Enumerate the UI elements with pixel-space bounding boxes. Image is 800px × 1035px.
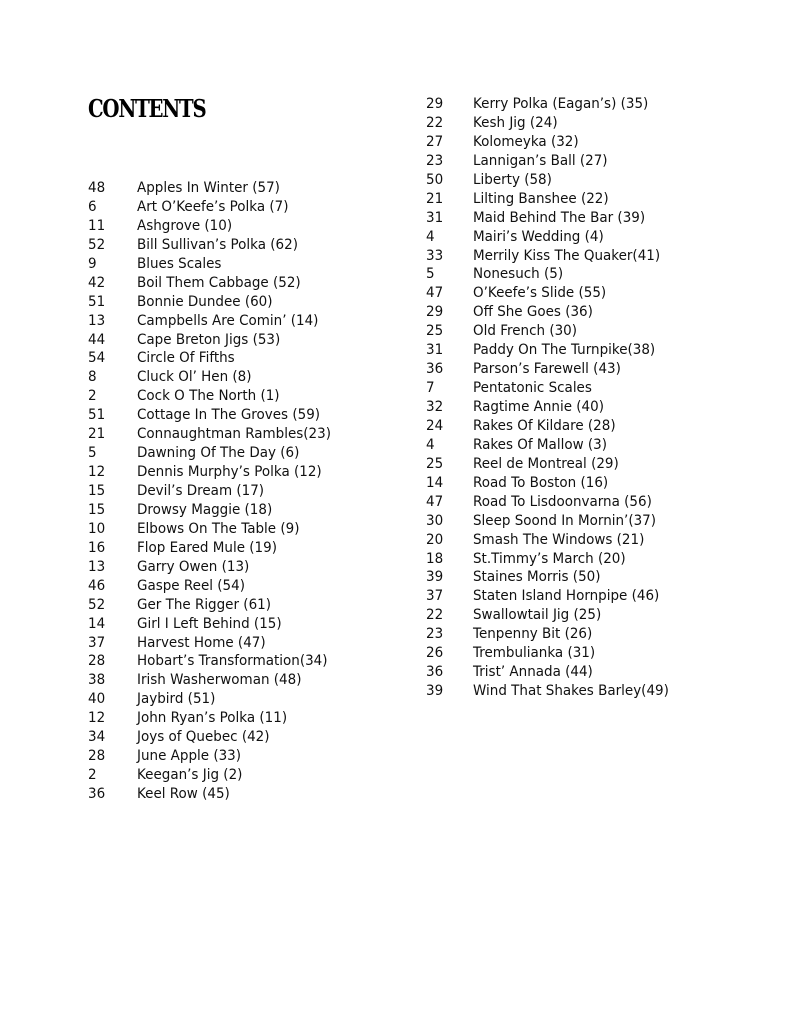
entry-page-number: 23 <box>426 626 444 643</box>
entry-title: Road To Lisdoonvarna (56) <box>473 493 652 510</box>
entry-page-number: 29 <box>426 96 444 112</box>
entry-page-number: 21 <box>426 190 444 207</box>
entry-page-number: 37 <box>426 588 444 605</box>
entry-title: Merrily Kiss The Quaker(41) <box>473 247 661 264</box>
entry-title: Ashgrove (10) <box>137 217 233 234</box>
entry-page-number: 22 <box>426 607 444 624</box>
entry-title: Sleep Soond In Mornin’(37) <box>473 512 657 529</box>
entry-title: Wind That Shakes Barley(49) <box>473 683 669 700</box>
entry-page-number: 22 <box>426 114 444 131</box>
entry-title: Nonesuch (5) <box>473 266 564 283</box>
entry-title: Liberty (58) <box>473 171 552 188</box>
entry-title: Paddy On The Turnpike(38) <box>473 342 656 359</box>
entry-page-number: 6 <box>88 198 97 215</box>
entry-page-number: 18 <box>426 550 444 567</box>
entry-page-number: 12 <box>88 710 106 727</box>
entry-page-number: 13 <box>88 312 106 329</box>
entry-page-number: 21 <box>88 426 106 443</box>
entry-page-number: 15 <box>88 483 106 499</box>
entry-page-number: 10 <box>88 520 106 537</box>
entry-title: Cock O The North (1) <box>137 388 280 405</box>
entry-title: Road To Boston (16) <box>473 474 609 491</box>
entry-page-number: 34 <box>88 729 106 746</box>
entry-title: Kerry Polka (Eagan’s) (35) <box>473 96 649 112</box>
entry-title: Staines Morris (50) <box>473 569 601 586</box>
entry-title: Lannigan’s Ball (27) <box>473 152 608 169</box>
entry-title: Joys of Quebec (42) <box>137 729 270 746</box>
entry-title: Irish Washerwoman (48) <box>137 672 302 689</box>
entry-page-number: 31 <box>426 342 444 359</box>
entry-page-number: 4 <box>426 228 435 245</box>
entry-title: Maid Behind The Bar (39) <box>473 209 646 226</box>
entry-page-number: 9 <box>88 255 97 272</box>
entry-page-number: 31 <box>426 209 444 226</box>
entry-page-number: 36 <box>426 361 444 378</box>
entry-title: Cottage In The Groves (59) <box>137 407 321 424</box>
entry-page-number: 47 <box>426 285 444 302</box>
entry-title: Connaughtman Rambles(23) <box>137 426 331 443</box>
entry-title: Smash The Windows (21) <box>473 531 645 548</box>
entry-page-number: 36 <box>88 786 106 802</box>
entry-page-number: 30 <box>426 512 444 529</box>
entry-title: Reel de Montreal (29) <box>473 455 619 472</box>
entry-page-number: 15 <box>88 501 106 518</box>
entry-title: Bill Sullivan’s Polka (62) <box>137 236 298 253</box>
entry-title: Ger The Rigger (61) <box>137 596 271 613</box>
entry-title: Art O’Keefe’s Polka (7) <box>137 198 289 215</box>
entry-page-number: 40 <box>88 691 106 708</box>
entry-page-number: 36 <box>426 664 444 681</box>
entry-page-number: 16 <box>88 539 106 556</box>
entry-page-number: 27 <box>426 133 444 150</box>
entry-page-number: 52 <box>88 236 106 253</box>
entry-page-number: 13 <box>88 558 106 575</box>
entry-title: O’Keefe’s Slide (55) <box>473 285 607 302</box>
entry-title: Gaspe Reel (54) <box>137 577 245 594</box>
entry-title: Parson’s Farewell (43) <box>473 361 621 378</box>
entry-page-number: 23 <box>426 152 444 169</box>
entry-page-number: 4 <box>426 436 435 453</box>
entry-page-number: 48 <box>88 180 106 196</box>
entry-title: Ragtime Annie (40) <box>473 399 604 415</box>
entry-page-number: 29 <box>426 304 444 321</box>
entry-title: Old French (30) <box>473 323 578 340</box>
entry-page-number: 24 <box>426 417 444 434</box>
entry-page-number: 2 <box>88 388 97 405</box>
entry-page-number: 14 <box>426 474 444 491</box>
entry-title: Cape Breton Jigs (53) <box>137 331 281 348</box>
entry-page-number: 8 <box>88 369 97 386</box>
entry-page-number: 52 <box>88 596 106 613</box>
entry-title: Devil’s Dream (17) <box>137 483 265 499</box>
entry-title: Harvest Home (47) <box>137 634 266 651</box>
entry-page-number: 33 <box>426 247 444 264</box>
entry-title: Circle Of Fifths <box>137 350 235 367</box>
entry-page-number: 5 <box>426 266 435 283</box>
entry-title: Dennis Murphy’s Polka (12) <box>137 464 322 481</box>
page-title: CONTENTS <box>88 94 206 123</box>
entry-page-number: 20 <box>426 531 444 548</box>
entry-page-number: 51 <box>88 407 106 424</box>
entry-title: John Ryan’s Polka (11) <box>137 710 288 727</box>
entry-title: Keegan’s Jig (2) <box>137 767 243 784</box>
entry-page-number: 44 <box>88 331 106 348</box>
entry-page-number: 28 <box>88 748 106 765</box>
entry-title: St.Timmy’s March (20) <box>473 550 626 567</box>
entry-page-number: 11 <box>88 217 106 234</box>
entry-title: Pentatonic Scales <box>473 380 592 397</box>
entry-title: June Apple (33) <box>137 748 242 765</box>
entry-page-number: 2 <box>88 767 97 784</box>
entry-title: Garry Owen (13) <box>137 558 250 575</box>
entry-title: Dawning Of The Day (6) <box>137 445 300 462</box>
entry-title: Cluck Ol’ Hen (8) <box>137 369 252 386</box>
entry-page-number: 39 <box>426 569 444 586</box>
entry-page-number: 54 <box>88 350 106 367</box>
entry-page-number: 25 <box>426 323 444 340</box>
entry-page-number: 39 <box>426 683 444 700</box>
entry-title: Drowsy Maggie (18) <box>137 501 273 518</box>
entry-title: Bonnie Dundee (60) <box>137 293 273 310</box>
entry-page-number: 42 <box>88 274 106 291</box>
entry-page-number: 28 <box>88 653 106 670</box>
entry-title: Rakes Of Kildare (28) <box>473 417 616 434</box>
entry-page-number: 46 <box>88 577 106 594</box>
entry-page-number: 25 <box>426 455 444 472</box>
entry-title: Kesh Jig (24) <box>473 114 558 131</box>
entry-title: Elbows On The Table (9) <box>137 520 300 537</box>
entry-page-number: 37 <box>88 634 106 651</box>
entry-title: Swallowtail Jig (25) <box>473 607 602 624</box>
entry-title: Blues Scales <box>137 255 222 272</box>
entry-title: Apples In Winter (57) <box>137 180 280 196</box>
entry-title: Trist’ Annada (44) <box>473 664 593 681</box>
entry-title: Staten Island Hornpipe (46) <box>473 588 660 605</box>
entry-title: Campbells Are Comin’ (14) <box>137 312 319 329</box>
entry-title: Tenpenny Bit (26) <box>473 626 593 643</box>
entry-page-number: 7 <box>426 380 435 397</box>
entry-title: Girl I Left Behind (15) <box>137 615 282 632</box>
entry-page-number: 5 <box>88 445 97 462</box>
entry-page-number: 50 <box>426 171 444 188</box>
entry-title: Hobart’s Transformation(34) <box>137 653 328 670</box>
entry-page-number: 12 <box>88 464 106 481</box>
entry-title: Lilting Banshee (22) <box>473 190 609 207</box>
entry-title: Flop Eared Mule (19) <box>137 539 277 556</box>
entry-title: Trembulianka (31) <box>473 645 596 662</box>
entry-page-number: 51 <box>88 293 106 310</box>
entry-title: Off She Goes (36) <box>473 304 593 321</box>
entry-title: Kolomeyka (32) <box>473 133 579 150</box>
entry-title: Keel Row (45) <box>137 786 230 802</box>
entry-page-number: 14 <box>88 615 106 632</box>
entry-page-number: 26 <box>426 645 444 662</box>
entry-title: Boil Them Cabbage (52) <box>137 274 301 291</box>
entry-page-number: 47 <box>426 493 444 510</box>
entry-page-number: 32 <box>426 399 444 415</box>
entry-title: Rakes Of Mallow (3) <box>473 436 607 453</box>
entry-page-number: 38 <box>88 672 106 689</box>
entry-title: Jaybird (51) <box>137 691 216 708</box>
entry-title: Mairi’s Wedding (4) <box>473 228 604 245</box>
